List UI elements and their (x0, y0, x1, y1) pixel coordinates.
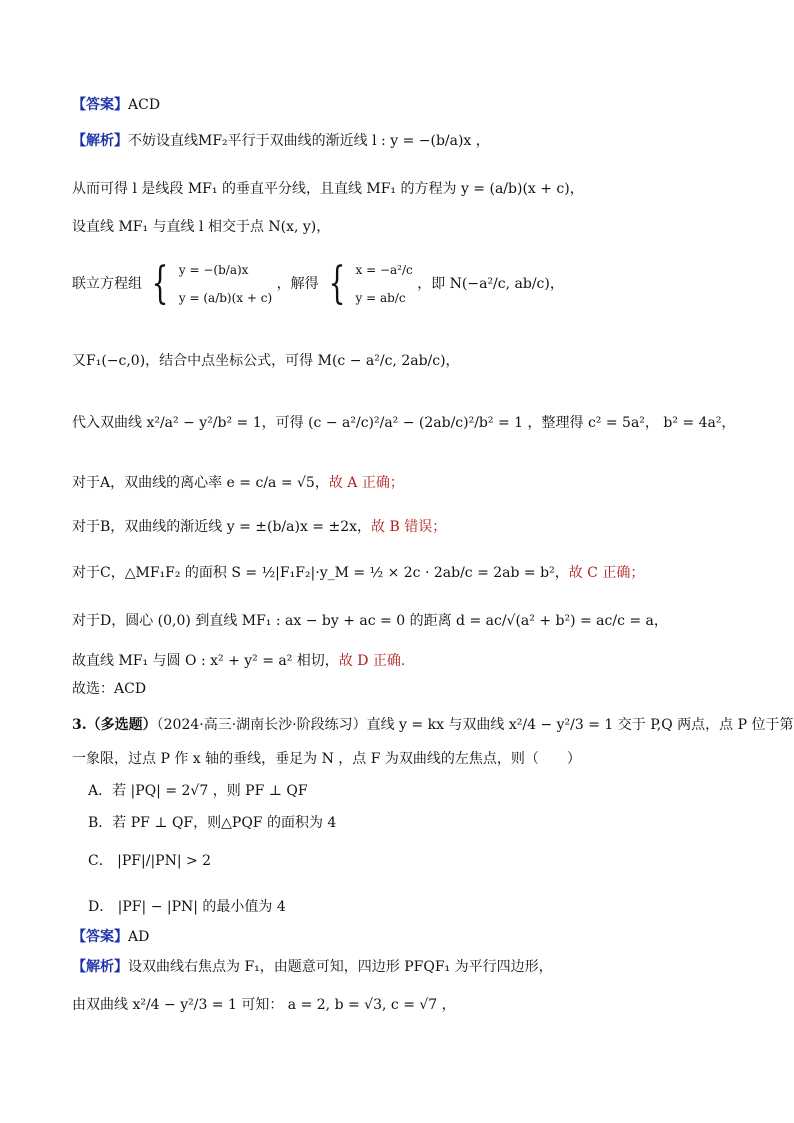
question-3-stem-line-2 (72, 750, 581, 768)
analysis1-l9b: 故 C 正确； (568, 565, 645, 581)
option-b-text: B．若 PF ⊥ QF，则△PQF 的面积为 4 (88, 815, 337, 831)
analysis-line-12 (72, 680, 146, 698)
analysis2-tag: 【解析】 (72, 959, 128, 975)
left-brace-2: { (328, 258, 346, 309)
analysis-line-5 (72, 352, 460, 370)
analysis1-l6a: 代入双曲线 x²/a² − y²/b² = 1，可得 (72, 415, 304, 431)
left-brace-1: { (152, 258, 169, 309)
analysis1-l6c: ，整理得 c² = 5a²， b² = 4a²， (527, 415, 736, 431)
equation-system-2 (356, 263, 413, 305)
analysis1-l1: 不妨设直线MF₂平行于双曲线的渐近线 l : y = −(b/a)x ， (128, 133, 490, 149)
sys1-eq1: y = −(b/a)x (178, 263, 249, 277)
analysis1-l4a: 联立方程组 (72, 276, 142, 292)
option-d-text: D． |PF| − |PN| 的最小值为 4 (88, 899, 286, 915)
sys2-eq2: y = ab/c (355, 291, 406, 305)
answer-line-1 (72, 96, 160, 114)
analysis-line-11 (72, 652, 405, 670)
answer2-text: AD (128, 929, 150, 945)
analysis1-l7a: 对于A，双曲线的离心率 e = c/a = √5， (72, 475, 329, 491)
answer-line-2 (72, 928, 149, 946)
question-number: 3. (72, 717, 87, 733)
analysis-line-8 (72, 518, 446, 536)
answer-text: ACD (128, 97, 161, 113)
analysis1-l4c: ，即 N(−a²/c, ab/c)， (417, 276, 564, 292)
analysis1-l6b: (c − a²/c)²/a² − (2ab/c)²/b² = 1 (308, 415, 524, 431)
analysis1-l5: 又F₁(−c,0)，结合中点坐标公式，可得 M(c − a²/c, 2ab/c)， (72, 353, 460, 369)
analysis-line-1 (72, 132, 490, 150)
option-a (88, 782, 308, 800)
analysis1-l11a: 故直线 MF₁ 与圆 O : x² + y² = a² 相切， (72, 653, 339, 669)
analysis-line-3 (72, 218, 330, 236)
analysis1-l12: 故选：ACD (72, 681, 147, 697)
sys1-eq2: y = (a/b)(x + c) (178, 291, 273, 305)
analysis1-l4b: ，解得 (276, 276, 319, 292)
equation-system-1 (179, 263, 272, 305)
analysis2-l2: 由双曲线 x²/4 − y²/3 = 1 可知： a = 2, b = √3, c = √7 ， (72, 997, 456, 1013)
analysis2-line-1 (72, 958, 553, 976)
analysis2-line-2 (72, 996, 456, 1014)
option-d (88, 898, 286, 916)
option-c-text: C． |PF|/|PN| > 2 (88, 853, 212, 869)
question-stem-2: 一象限，过点 P 作 x 轴的垂线，垂足为 N ，点 F 为双曲线的左焦点，则（ ） (72, 751, 581, 767)
analysis-line-6 (72, 414, 735, 432)
option-c (88, 852, 211, 870)
option-b (88, 814, 336, 832)
analysis-tag: 【解析】 (72, 133, 128, 149)
analysis-line-2 (72, 180, 584, 198)
answer-tag: 【答案】 (72, 97, 128, 113)
analysis1-l3: 设直线 MF₁ 与直线 l 相交于点 N(x, y)， (72, 219, 331, 235)
analysis1-l10: 对于D，圆心 (0,0) 到直线 MF₁ : ax − by + ac = 0 的距离 d = ac/√(a² + b²) = ac/c = a， (72, 613, 668, 629)
sys2-eq1: x = −a²/c (355, 263, 413, 277)
answer2-tag: 【答案】 (72, 929, 128, 945)
analysis-line-10 (72, 612, 668, 630)
analysis2-l1: 设双曲线右焦点为 F₁，由题意可知，四边形 PFQF₁ 为平行四边形， (128, 959, 553, 975)
analysis1-l11b: 故 D 正确. (338, 653, 406, 669)
analysis1-l8b: 故 B 错误； (371, 519, 447, 535)
option-a-text: A．若 |PQ| = 2√7 ，则 PF ⊥ QF (88, 783, 308, 799)
question-3-stem-line-1 (72, 716, 794, 734)
analysis1-l8a: 对于B，双曲线的渐近线 y = ±(b/a)x = ±2x， (72, 519, 372, 535)
analysis1-l7b: 故 A 正确； (328, 475, 404, 491)
analysis1-l9a: 对于C，△MF₁F₂ 的面积 S = ½|F₁F₂|·y_M = ½ × 2c · 2ab/c = 2ab = b²， (72, 565, 569, 581)
analysis-line-4 (72, 258, 564, 309)
question-stem-1: 直线 y = kx 与双曲线 x²/4 − y²/3 = 1 交于 P,Q 两点，点 P 位于第 (366, 717, 794, 733)
analysis-line-9 (72, 564, 644, 582)
analysis-line-7 (72, 474, 404, 492)
question-type: （多选题） (86, 717, 157, 733)
analysis1-l2: 从而可得 l 是线段 MF₁ 的垂直平分线，且直线 MF₁ 的方程为 y = (a/b)(x + c)， (72, 181, 584, 197)
question-source: （2024·高三·湖南长沙·阶段练习） (156, 717, 367, 733)
